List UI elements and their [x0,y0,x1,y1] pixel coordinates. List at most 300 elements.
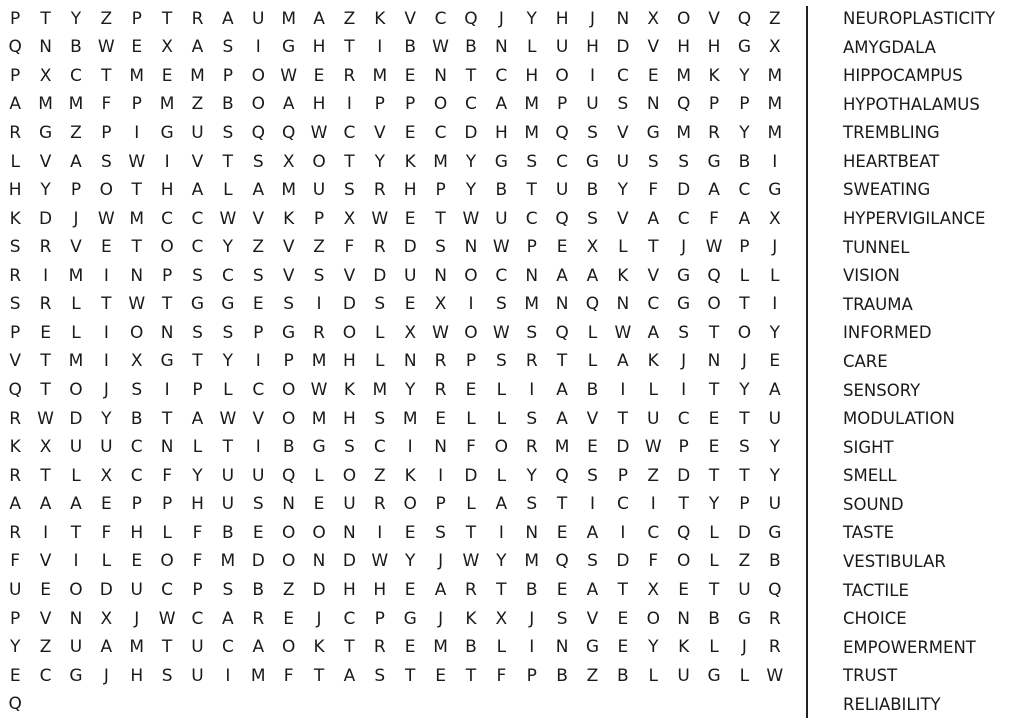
grid-letter[interactable]: P [10,322,21,343]
grid-letter[interactable]: K [678,637,690,658]
grid-letter[interactable]: Q [464,8,478,29]
grid-letter[interactable]: O [433,94,448,115]
grid-letter[interactable]: C [738,180,751,201]
grid-letter[interactable]: N [343,522,356,543]
grid-letter[interactable]: C [130,465,143,486]
grid-letter[interactable]: W [432,322,449,343]
grid-letter[interactable]: E [404,522,416,543]
grid-letter[interactable]: G [737,37,751,58]
grid-letter[interactable]: D [677,180,691,201]
grid-letter[interactable]: O [342,322,357,343]
grid-letter[interactable]: H [130,665,144,686]
grid-letter[interactable]: V [39,551,52,572]
grid-letter[interactable]: G [707,151,721,172]
grid-letter[interactable]: A [647,208,660,229]
grid-letter[interactable]: Z [39,637,52,658]
grid-letter[interactable]: B [617,665,629,686]
grid-letter[interactable]: J [103,665,109,686]
grid-letter[interactable]: V [708,8,720,29]
grid-letter[interactable]: L [709,637,719,658]
grid-letter[interactable]: J [316,608,322,629]
grid-letter[interactable]: F [192,551,203,572]
grid-letter[interactable]: W [97,37,115,58]
grid-letter[interactable]: P [10,8,21,29]
grid-letter[interactable]: Y [404,380,416,401]
grid-letter[interactable]: Y [769,465,780,486]
grid-letter[interactable]: W [310,380,328,401]
grid-letter[interactable]: Y [374,151,385,172]
grid-letter[interactable]: E [404,637,416,658]
grid-letter[interactable]: N [464,237,478,258]
grid-letter[interactable]: M [676,123,691,144]
grid-letter[interactable]: P [161,494,173,515]
grid-letter[interactable]: T [465,65,477,86]
grid-letter[interactable]: L [739,665,750,686]
grid-letter[interactable]: C [647,522,660,543]
grid-letter[interactable]: W [128,294,146,315]
grid-letter[interactable]: W [705,237,723,258]
grid-letter[interactable]: Q [281,123,296,144]
grid-letter[interactable]: P [526,665,537,686]
grid-letter[interactable]: V [647,37,660,58]
grid-letter[interactable]: D [39,208,53,229]
grid-letter[interactable]: S [526,408,538,429]
grid-letter[interactable]: U [69,637,83,658]
grid-letter[interactable]: W [37,408,54,429]
grid-letter[interactable]: X [434,294,447,315]
grid-letter[interactable]: G [768,180,782,201]
grid-letter[interactable]: P [405,94,416,115]
grid-letter[interactable]: V [647,265,660,286]
grid-letter[interactable]: P [222,65,233,86]
grid-letter[interactable]: M [433,151,448,172]
grid-letter[interactable]: R [525,351,538,372]
grid-letter[interactable]: U [768,408,782,429]
grid-letter[interactable]: E [435,408,446,429]
grid-letter[interactable]: M [281,8,296,29]
grid-letter[interactable]: M [554,437,570,458]
grid-letter[interactable]: Z [191,94,204,115]
grid-letter[interactable]: N [69,608,83,629]
grid-letter[interactable]: O [69,579,83,600]
grid-letter[interactable]: J [589,8,595,29]
grid-letter[interactable]: I [255,37,261,58]
grid-letter[interactable]: P [253,322,264,343]
grid-letter[interactable]: B [708,608,720,629]
grid-letter[interactable]: E [404,65,416,86]
grid-letter[interactable]: N [707,351,721,372]
grid-letter[interactable]: Q [8,37,22,58]
grid-letter[interactable]: T [556,494,568,515]
grid-letter[interactable]: R [9,522,22,543]
grid-letter[interactable]: M [767,94,783,115]
grid-letter[interactable]: S [252,494,264,515]
grid-letter[interactable]: B [768,551,781,572]
grid-letter[interactable]: Q [707,265,721,286]
grid-letter[interactable]: E [283,608,295,629]
grid-letter[interactable]: C [221,637,234,658]
grid-letter[interactable]: K [404,151,416,172]
grid-letter[interactable]: I [134,123,140,144]
grid-letter[interactable]: S [222,579,234,600]
grid-letter[interactable]: R [343,65,356,86]
grid-letter[interactable]: A [586,522,599,543]
grid-letter[interactable]: I [164,380,170,401]
grid-letter[interactable]: C [130,437,143,458]
grid-letter[interactable]: L [314,465,324,486]
grid-letter[interactable]: V [252,208,265,229]
grid-letter[interactable]: O [312,151,326,172]
grid-letter[interactable]: R [373,637,386,658]
grid-letter[interactable]: M [220,551,236,572]
grid-letter[interactable]: L [71,465,81,486]
grid-letter[interactable]: Y [739,123,750,144]
grid-letter[interactable]: C [373,437,386,458]
grid-letter[interactable]: W [371,551,389,572]
grid-letter[interactable]: M [524,294,540,315]
grid-letter[interactable]: V [404,8,416,29]
grid-letter[interactable]: A [191,180,204,201]
grid-letter[interactable]: I [103,265,109,286]
grid-letter[interactable]: O [676,551,691,572]
grid-letter[interactable]: W [128,151,146,172]
grid-letter[interactable]: A [222,8,234,29]
grid-letter[interactable]: Y [465,180,477,201]
grid-letter[interactable]: I [346,94,352,115]
grid-letter[interactable]: N [555,637,569,658]
grid-letter[interactable]: L [526,37,537,58]
grid-letter[interactable]: Y [9,637,21,658]
grid-letter[interactable]: L [648,665,658,686]
grid-letter[interactable]: U [191,637,204,658]
grid-letter[interactable]: C [191,237,204,258]
grid-letter[interactable]: U [555,180,569,201]
grid-letter[interactable]: X [100,465,113,486]
grid-letter[interactable]: Y [40,180,51,201]
grid-letter[interactable]: N [130,265,144,286]
grid-letter[interactable]: H [312,94,326,115]
grid-letter[interactable]: V [617,123,629,144]
grid-letter[interactable]: P [678,437,689,458]
grid-letter[interactable]: O [69,380,83,401]
grid-letter[interactable]: Y [496,551,507,572]
grid-letter[interactable]: N [434,265,447,286]
grid-letter[interactable]: G [585,637,600,658]
grid-letter[interactable]: T [708,322,720,343]
grid-letter[interactable]: I [438,465,444,486]
grid-letter[interactable]: G [646,123,660,144]
grid-letter[interactable]: H [525,65,539,86]
grid-letter[interactable]: P [374,608,385,629]
grid-letter[interactable]: K [465,608,477,629]
grid-letter[interactable]: Z [738,551,751,572]
grid-letter[interactable]: A [556,380,568,401]
grid-letter[interactable]: F [496,665,507,686]
grid-letter[interactable]: D [99,579,113,600]
grid-letter[interactable]: S [556,608,568,629]
grid-letter[interactable]: K [647,351,659,372]
grid-letter[interactable]: D [464,123,478,144]
grid-letter[interactable]: W [644,437,662,458]
grid-letter[interactable]: X [647,579,660,600]
grid-letter[interactable]: X [343,208,356,229]
grid-letter[interactable]: O [403,494,417,515]
grid-letter[interactable]: Q [8,694,22,715]
grid-letter[interactable]: M [524,551,540,572]
grid-letter[interactable]: U [312,180,326,201]
grid-letter[interactable]: X [130,351,143,372]
grid-letter[interactable]: H [403,180,417,201]
grid-letter[interactable]: Z [252,237,265,258]
grid-letter[interactable]: I [468,294,474,315]
grid-letter[interactable]: G [221,294,235,315]
grid-letter[interactable]: R [313,322,325,343]
grid-letter[interactable]: B [465,637,477,658]
grid-letter[interactable]: Z [100,8,113,29]
grid-letter[interactable]: F [709,208,719,229]
grid-letter[interactable]: A [586,579,599,600]
grid-letter[interactable]: T [465,522,477,543]
grid-letter[interactable]: E [617,637,629,658]
grid-letter[interactable]: L [648,380,658,401]
grid-letter[interactable]: M [190,65,205,86]
grid-letter[interactable]: G [69,665,83,686]
grid-letter[interactable]: T [192,351,203,372]
grid-letter[interactable]: L [496,465,507,486]
grid-letter[interactable]: R [465,579,477,600]
grid-letter[interactable]: Y [739,65,750,86]
grid-letter[interactable]: T [496,579,507,600]
grid-letter[interactable]: S [222,322,234,343]
grid-letter[interactable]: J [73,208,79,229]
grid-letter[interactable]: V [586,608,599,629]
grid-letter[interactable]: E [131,37,143,58]
grid-letter[interactable]: I [772,151,778,172]
grid-letter[interactable]: M [250,665,266,686]
grid-letter[interactable]: R [9,265,22,286]
grid-letter[interactable]: F [162,465,172,486]
grid-letter[interactable]: D [464,465,478,486]
grid-letter[interactable]: L [709,551,719,572]
grid-letter[interactable]: S [161,665,173,686]
grid-letter[interactable]: R [768,637,781,658]
grid-letter[interactable]: J [438,551,444,572]
grid-letter[interactable]: Y [648,637,659,658]
grid-letter[interactable]: B [738,151,751,172]
grid-letter[interactable]: T [40,380,51,401]
grid-letter[interactable]: S [313,265,325,286]
grid-letter[interactable]: H [343,579,356,600]
grid-letter[interactable]: R [9,408,22,429]
grid-letter[interactable]: T [617,579,629,600]
grid-letter[interactable]: A [70,151,82,172]
grid-letter[interactable]: M [372,65,388,86]
grid-letter[interactable]: F [648,180,659,201]
grid-letter[interactable]: B [556,665,568,686]
grid-letter[interactable]: W [280,65,298,86]
grid-letter[interactable]: G [585,151,600,172]
grid-letter[interactable]: R [434,380,447,401]
grid-letter[interactable]: C [70,65,82,86]
grid-letter[interactable]: A [39,494,52,515]
grid-letter[interactable]: U [252,465,265,486]
grid-letter[interactable]: T [648,237,659,258]
grid-letter[interactable]: G [160,351,174,372]
grid-letter[interactable]: V [617,208,629,229]
grid-letter[interactable]: S [526,322,538,343]
grid-letter[interactable]: M [129,208,145,229]
grid-letter[interactable]: X [39,437,52,458]
grid-letter[interactable]: R [708,123,720,144]
grid-letter[interactable]: D [616,37,630,58]
grid-letter[interactable]: T [708,579,720,600]
grid-letter[interactable]: L [466,408,476,429]
grid-letter[interactable]: I [43,522,49,543]
grid-letter[interactable]: M [524,123,540,144]
grid-letter[interactable]: E [769,351,781,372]
grid-letter[interactable]: J [529,608,535,629]
grid-letter[interactable]: Z [343,8,356,29]
grid-letter[interactable]: I [103,351,109,372]
grid-letter[interactable]: S [495,351,507,372]
grid-letter[interactable]: M [68,94,84,115]
grid-letter[interactable]: N [525,265,539,286]
grid-letter[interactable]: E [161,65,173,86]
grid-letter[interactable]: P [131,494,142,515]
grid-letter[interactable]: D [616,437,630,458]
grid-letter[interactable]: R [373,180,386,201]
grid-letter[interactable]: N [616,8,630,29]
grid-letter[interactable]: M [129,637,145,658]
grid-letter[interactable]: R [373,237,386,258]
grid-letter[interactable]: Y [526,465,537,486]
grid-letter[interactable]: S [252,265,264,286]
grid-letter[interactable]: M [767,65,783,86]
grid-letter[interactable]: T [739,408,750,429]
grid-letter[interactable]: I [589,65,595,86]
grid-letter[interactable]: V [282,237,295,258]
grid-letter[interactable]: B [465,37,477,58]
grid-letter[interactable]: N [312,551,326,572]
grid-letter[interactable]: L [10,151,20,172]
grid-letter[interactable]: V [586,408,599,429]
grid-letter[interactable]: V [343,265,356,286]
grid-letter[interactable]: R [39,294,52,315]
grid-letter[interactable]: S [374,294,386,315]
grid-letter[interactable]: U [403,265,417,286]
grid-letter[interactable]: E [131,551,143,572]
grid-letter[interactable]: M [129,65,145,86]
grid-letter[interactable]: I [255,437,261,458]
grid-letter[interactable]: P [739,94,750,115]
grid-letter[interactable]: E [556,579,568,600]
grid-letter[interactable]: S [587,123,598,144]
grid-letter[interactable]: E [617,608,629,629]
grid-letter[interactable]: C [161,579,174,600]
grid-letter[interactable]: E [100,237,112,258]
grid-letter[interactable]: L [618,237,628,258]
grid-letter[interactable]: Y [222,237,234,258]
grid-letter[interactable]: T [131,180,142,201]
grid-letter[interactable]: C [495,265,508,286]
grid-letter[interactable]: A [191,37,204,58]
grid-letter[interactable]: F [648,551,659,572]
grid-letter[interactable]: O [99,180,114,201]
grid-letter[interactable]: D [677,465,691,486]
grid-letter[interactable]: H [8,180,22,201]
grid-letter[interactable]: I [620,522,626,543]
grid-letter[interactable]: P [70,180,82,201]
grid-letter[interactable]: D [737,522,751,543]
grid-letter[interactable]: X [404,322,416,343]
grid-letter[interactable]: Y [617,180,629,201]
grid-letter[interactable]: P [526,237,537,258]
grid-letter[interactable]: W [97,208,115,229]
grid-letter[interactable]: G [282,37,296,58]
grid-letter[interactable]: Z [313,237,325,258]
grid-letter[interactable]: L [709,522,719,543]
grid-letter[interactable]: Q [281,465,296,486]
grid-letter[interactable]: I [407,437,413,458]
grid-letter[interactable]: B [586,380,599,401]
grid-letter[interactable]: T [465,665,477,686]
grid-letter[interactable]: O [737,322,752,343]
grid-letter[interactable]: V [373,123,386,144]
grid-letter[interactable]: U [586,94,599,115]
grid-letter[interactable]: H [130,522,144,543]
grid-letter[interactable]: M [372,380,388,401]
grid-letter[interactable]: T [131,237,142,258]
grid-letter[interactable]: S [192,265,203,286]
grid-letter[interactable]: Q [555,551,569,572]
grid-letter[interactable]: C [343,123,356,144]
grid-letter[interactable]: S [526,494,538,515]
grid-letter[interactable]: F [101,94,112,115]
grid-letter[interactable]: O [312,522,326,543]
grid-letter[interactable]: E [313,65,325,86]
grid-letter[interactable]: T [161,408,173,429]
grid-letter[interactable]: J [498,8,504,29]
grid-letter[interactable]: Q [676,94,691,115]
grid-letter[interactable]: T [344,637,355,658]
grid-letter[interactable]: H [707,37,721,58]
grid-letter[interactable]: W [766,665,784,686]
grid-letter[interactable]: A [434,579,447,600]
grid-letter[interactable]: P [10,65,21,86]
grid-letter[interactable]: S [374,665,386,686]
grid-letter[interactable]: E [708,408,720,429]
grid-letter[interactable]: S [374,408,386,429]
grid-letter[interactable]: L [496,408,507,429]
grid-letter[interactable]: E [435,665,446,686]
grid-letter[interactable]: C [465,94,477,115]
grid-letter[interactable]: E [9,665,21,686]
grid-letter[interactable]: D [251,551,265,572]
grid-letter[interactable]: Q [8,380,22,401]
grid-letter[interactable]: B [222,522,234,543]
grid-letter[interactable]: W [158,608,176,629]
grid-letter[interactable]: J [681,237,687,258]
grid-letter[interactable]: I [225,665,231,686]
grid-letter[interactable]: M [38,94,53,115]
grid-letter[interactable]: R [373,494,386,515]
grid-letter[interactable]: W [310,123,328,144]
grid-letter[interactable]: U [100,437,113,458]
grid-letter[interactable]: N [39,37,52,58]
grid-letter[interactable]: T [313,665,325,686]
grid-letter[interactable]: T [161,8,173,29]
grid-letter[interactable]: I [772,294,778,315]
